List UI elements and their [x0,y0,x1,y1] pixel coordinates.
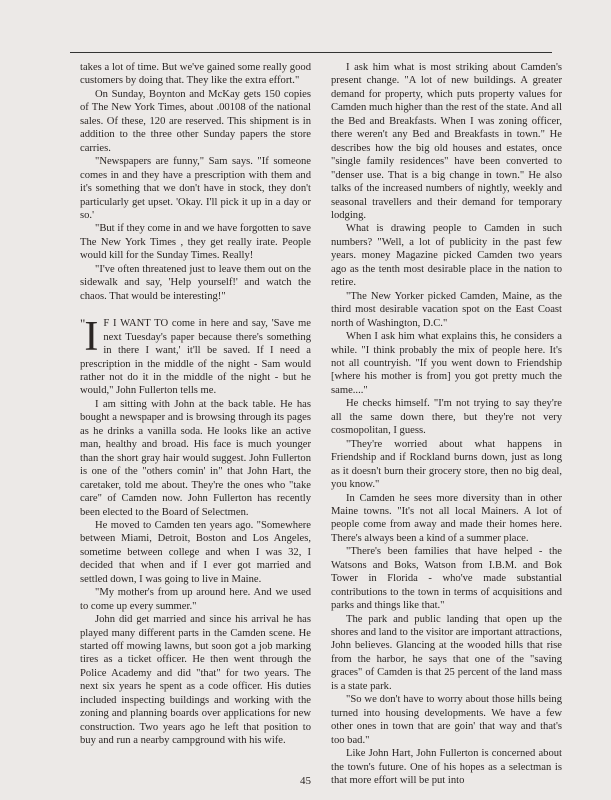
paragraph [331,613,562,694]
paragraph [331,397,562,437]
page-number: 45 [300,775,311,787]
paragraph [331,492,562,546]
paragraph [331,61,562,222]
paragraph-text: takes a lot of time. But we've gained some really good customers by doing that. They like the extra effort." [80,62,311,87]
paragraph-text: What is drawing people to Camden in such numbers? "Well, a lot of publicity in the past few years. money Magazine picked Camden two years ago as the tenth most desirable place in the nation to retire. [331,223,562,289]
paragraph-text: "There's been families that have helped - the Watsons and Boks, Watson from I.B.M. and Bok Tower in Florida - who've made substantial contributions to the town in terms of acquisitions and parks and things like that." [331,546,562,612]
paragraph-text: He checks himself. "I'm not trying to say they're all the same down there, but they're not very cosmopolitan, I guess. [331,398,562,437]
paragraph-text: "The New Yorker picked Camden, Maine, as the third most desirable vacation spot on the East Coast north of Washington, D.C." [331,290,562,329]
paragraph [331,693,562,747]
paragraph [80,155,311,222]
paragraph-text: I am sitting with John at the back table. He has bought a newspaper and is browsing through its pages as he drinks a vanilla soda. He looks like an active man, healthy and broad. His face is much younger than the short gray hair would suggest. John Fullerton is one of the "others comin' in" that John Hart, the caretaker, told me about. They're the ones who "take care" of Camden now. John Fullerton has recently been elected to the Board of Selectmen. [80,398,311,518]
header-rule [70,52,552,53]
paragraph-text: "They're worried about what happens in Friendship and if Rockland burns down, just as long as it doesn't burn their grocery store, then no big deal, you know." [331,438,562,491]
paragraph [80,613,311,748]
paragraph [80,222,311,262]
paragraph [80,263,311,303]
paragraph [80,61,311,88]
paragraph-text: I ask him what is most striking about Camden's present change. "A lot of new buildings. A greater demand for property, which puts property values for Camden much higher than the rest of the state. And all the Bed and Breakfasts. When I was zoning officer, there weren't any Bed and Breakfasts in town." He describes how the big old houses and estates, once "single family residences" have been converted to "denser use. That is a big change in town." He also talks of the increased numbers of nightly, weekly and seasonal travellers and their demand for temporary lodging. [331,62,562,221]
paragraph-text: In Camden he sees more diversity than in other Maine towns. "It's not all local Mainers. A lot of people come from away and made their homes here. There's always been a kind of a summer place. [331,492,562,544]
paragraph [331,290,562,330]
left-column [80,61,311,748]
paragraph-text: John did get married and since his arrival he has played many different parts in the Camden scene. He started off mowing lawns, but soon got a job marking tires as a ticket officer. He then went through the Police Academy and did "that" for two years. The next six years he spent as a code officer. His duties included inspecting buildings and working with the zoning and planning boards over applications for new construction. Two years ago he left that position to buy and run a nearby campground with his wife. [80,614,311,747]
paragraph-text: "But if they come in and we have forgotten to save The New York Times , they get really irate. People would kill for the Sunday Times. Really! [80,223,311,262]
paragraph-text: "So we don't have to worry about those hills being turned into housing developments. We have a few other ones in town that are goin' that way and that's too bad." [331,694,562,746]
paragraph [80,398,311,519]
paragraph-text: "My mother's from up around here. And we used to come up every summer." [80,587,311,612]
paragraph-text: "Newspapers are funny," Sam says. "If someone comes in and they have a prescription with them and it's something that we don't have in stock, they don't particularly get upset. 'Okay. I'll pick it up in a day or so.' [80,156,311,221]
paragraph-text: When I ask him what explains this, he considers a while. "I think probably the mix of people here. It's not all countryish. "If you went down to Friendship [where his mother is from] you got pretty much the same...." [331,331,562,396]
paragraph [80,314,311,398]
paragraph-text: Like John Hart, John Fullerton is concerned about the town's future. One of his hopes as a selectman is that more effort will be put into [331,748,562,787]
paragraph [80,586,311,613]
paragraph [331,438,562,492]
right-column [331,61,562,787]
paragraph-text: On Sunday, Boynton and McKay gets 150 copies of The New York Times, about .00108 of the national sales. Of these, 120 are reserved. This shipment is in addition to the three other Sunday papers the store carries. [80,88,311,154]
paragraph [331,545,562,612]
paragraph [331,330,562,397]
drop-cap: I [84,314,99,361]
paragraph-text: "I've often threatened just to leave them out on the sidewalk and say, 'Help yourself!' and watch the chaos. That would be interesting!" [80,263,311,302]
paragraph-text: He moved to Camden ten years ago. "Somewhere between Miami, Detroit, Boston and Los Angeles, sometime between college and when I was 32, I decided that when and if I ever got married and settled down, I was going to live in Maine. [80,519,311,585]
drop-cap-quote: " [80,316,86,332]
paragraph [80,519,311,586]
paragraph-text: The park and public landing that open up the shores and land to the visitor are important attractions, John believes. Glancing at the wooded hills that rise from the harbor, he says that one of the "saving graces" of Camden is that 25 percent of the land mass is a state park. [331,613,562,692]
paragraph [80,88,311,155]
paragraph [331,222,562,289]
paragraph-text: F I WANT TO come in here and say, 'Save me next Tuesday's paper because there's something in there I want,' it'll be saved. If I need a prescription in the middle of the night - Sam would rather not do it in the middle of the night - but he would," John Fullerton tells me. [80,318,311,397]
